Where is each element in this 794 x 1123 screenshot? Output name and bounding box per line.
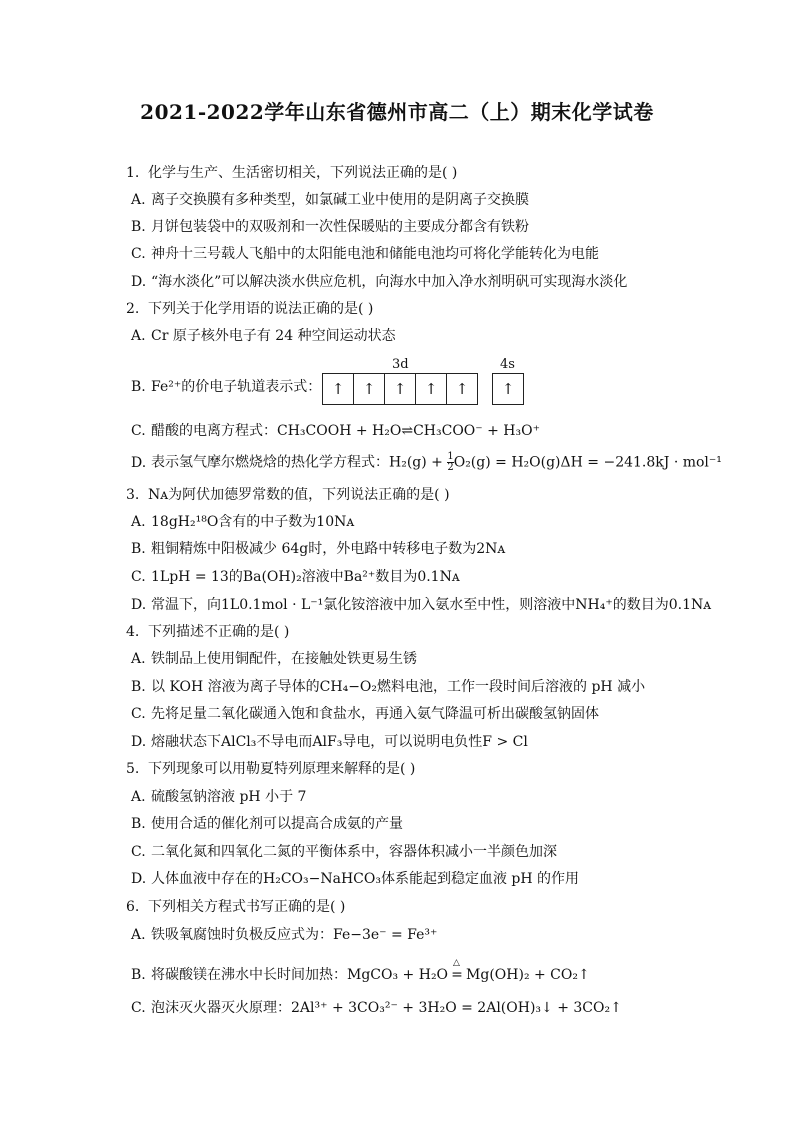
question-4 (126, 623, 289, 641)
option-label: A. (131, 651, 146, 667)
option-text: 粗铜精炼中阳极减少 64g时，外电路中转移电子数为2Nᴀ (151, 541, 506, 557)
orbital-3d-box (322, 373, 478, 405)
q3-option-a (131, 513, 354, 531)
option-text: Fe²⁺的价电子轨道表示式： (151, 379, 322, 395)
option-label: A. (131, 927, 146, 943)
q1-option-c (131, 245, 599, 263)
option-text: 离子交换膜有多种类型，如氯碱工业中使用的是阴离子交换膜 (151, 192, 529, 208)
q5-option-c (131, 843, 557, 861)
option-label: A. (131, 514, 146, 530)
option-text: 18gH₂¹⁸O含有的中子数为10Nᴀ (151, 514, 355, 530)
q4-option-b (131, 678, 645, 696)
option-text: 人体血液中存在的H₂CO₃−NaHCO₃体系能起到稳定血液 pH 的作用 (151, 871, 580, 887)
q3-option-b (131, 540, 505, 558)
up-arrow-icon: ↑ (455, 380, 469, 398)
option-text: Cr 原子核外电子有 24 种空间运动状态 (151, 328, 396, 344)
option-text: 先将足量二氧化碳通入饱和食盐水，再通入氨气降温可析出碳酸氢钠固体 (151, 706, 599, 722)
q2-option-c (131, 422, 540, 440)
option-text: 使用合适的催化剂可以提高合成氨的产量 (151, 816, 403, 832)
option-text: 熔融状态下AlCl₃不导电而AlF₃导电，可以说明电负性F > Cl (151, 734, 528, 750)
q1-option-a (131, 191, 529, 209)
option-label: C. (131, 844, 146, 860)
up-arrow-icon: ↑ (385, 374, 416, 404)
option-label: D. (131, 454, 147, 471)
option-text: 1LpH = 13的Ba(OH)₂溶液中Ba²⁺数目为0.1Nᴀ (151, 569, 460, 585)
question-number: 3. (126, 487, 140, 503)
question-5 (126, 760, 415, 778)
option-label: D. (131, 274, 147, 290)
option-text: 泡沫灭火器灭火原理：2Al³⁺ + 3CO₃²⁻ + 3H₂O = 2Al(OH)₃↓ + 3CO₂↑ (151, 1000, 622, 1016)
question-stem: 下列现象可以用勒夏特列原理来解释的是( ) (148, 761, 416, 777)
option-label: D. (131, 871, 147, 887)
q2-option-a (131, 327, 396, 345)
option-text: 硫酸氢钠溶液 pH 小于 7 (151, 789, 307, 805)
q2-option-d (131, 452, 722, 473)
option-label: A. (131, 328, 146, 344)
option-text-cont: Mg(OH)₂ + CO₂↑ (466, 967, 590, 983)
q1-option-b (131, 218, 529, 236)
option-label: A. (131, 192, 146, 208)
option-text: 常温下，向1L0.1mol · L⁻¹氯化铵溶液中加入氨水至中性，则溶液中NH₄⁺的数目为0.1Nᴀ (151, 597, 712, 613)
orbital-4s-box (492, 373, 524, 405)
option-text: 神舟十三号载人飞船中的太阳能电池和储能电池均可将化学能转化为电能 (151, 246, 599, 262)
q6-option-c (131, 999, 622, 1017)
option-text: 将碳酸镁在沸水中长时间加热：MgCO₃ + H₂O (151, 967, 449, 983)
option-label: A. (131, 789, 146, 805)
up-arrow-icon: ↑ (416, 374, 447, 404)
q2-option-b (131, 378, 321, 396)
up-arrow-icon: ↑ (354, 374, 385, 404)
question-stem: 化学与生产、生活密切相关，下列说法正确的是( ) (148, 165, 458, 181)
option-label: D. (131, 734, 147, 750)
option-label: D. (131, 597, 147, 613)
q1-option-d (131, 273, 627, 291)
question-6 (126, 898, 345, 916)
option-label: B. (131, 816, 146, 832)
q4-option-d (131, 733, 528, 751)
option-label: C. (131, 569, 146, 585)
option-label: C. (131, 246, 146, 262)
question-2 (126, 300, 373, 318)
q6-option-a (131, 926, 437, 944)
option-text: 醋酸的电离方程式：CH₃COOH + H₂O⇌CH₃COO⁻ + H₃O⁺ (151, 423, 540, 439)
q5-option-b (131, 815, 403, 833)
page-title: 2021-2022学年山东省德州市高二（上）期末化学试卷 (140, 100, 654, 124)
option-text: 铁制品上使用铜配件，在接触处铁更易生锈 (151, 651, 417, 667)
question-stem: Nᴀ为阿伏加德罗常数的值，下列说法正确的是( ) (148, 487, 450, 503)
orbital-4s-label: 4s (500, 357, 515, 372)
q4-option-c (131, 705, 599, 723)
option-label: C. (131, 423, 146, 439)
option-label: B. (131, 219, 146, 235)
question-number: 2. (126, 301, 140, 317)
option-text: 月饼包装袋中的双吸剂和一次性保暖贴的主要成分都含有铁粉 (151, 219, 529, 235)
orbital-3d-label: 3d (392, 357, 409, 372)
question-stem: 下列关于化学用语的说法正确的是( ) (148, 301, 374, 317)
q5-option-a (131, 788, 306, 806)
fraction-one-half: $\frac{1}{2}$ (447, 451, 454, 473)
option-text: 二氧化氮和四氧化二氮的平衡体系中，容器体积减小一半颜色加深 (151, 844, 557, 860)
q6-option-b (131, 958, 590, 984)
option-label: C. (131, 1000, 146, 1016)
question-stem: 下列描述不正确的是( ) (148, 624, 290, 640)
question-number: 6. (126, 899, 140, 915)
heat-triangle-icon: △ (453, 958, 460, 968)
q3-option-c (131, 568, 460, 586)
option-text: 以 KOH 溶液为离子导体的CH₄−O₂燃料电池，工作一段时间后溶液的 pH 减小 (151, 679, 646, 695)
question-stem: 下列相关方程式书写正确的是( ) (148, 899, 346, 915)
option-text: 铁吸氧腐蚀时负极反应式为：Fe−3e⁻ = Fe³⁺ (151, 927, 438, 943)
option-label: B. (131, 967, 146, 983)
q3-option-d (131, 596, 711, 614)
option-label: B. (131, 679, 146, 695)
question-number: 5. (126, 761, 140, 777)
question-3 (126, 486, 450, 504)
option-label: B. (131, 379, 146, 395)
heat-equals-sign: △ = (448, 966, 466, 984)
option-text-cont: O₂(g) = H₂O(g)ΔH = −241.8kJ · mol⁻¹ (453, 454, 722, 471)
option-text: “海水淡化”可以解决淡水供应危机，向海水中加入净水剂明矾可实现海水淡化 (151, 274, 628, 290)
q4-option-a (131, 650, 417, 668)
up-arrow-icon: ↑ (501, 380, 515, 398)
option-label: C. (131, 706, 146, 722)
option-text: 表示氢气摩尔燃烧焓的热化学方程式：H₂(g) + (151, 454, 448, 471)
q5-option-d (131, 870, 579, 888)
up-arrow-icon: ↑ (323, 374, 354, 404)
question-number: 4. (126, 624, 140, 640)
option-label: B. (131, 541, 146, 557)
question-number: 1. (126, 165, 140, 181)
question-1 (126, 164, 457, 182)
